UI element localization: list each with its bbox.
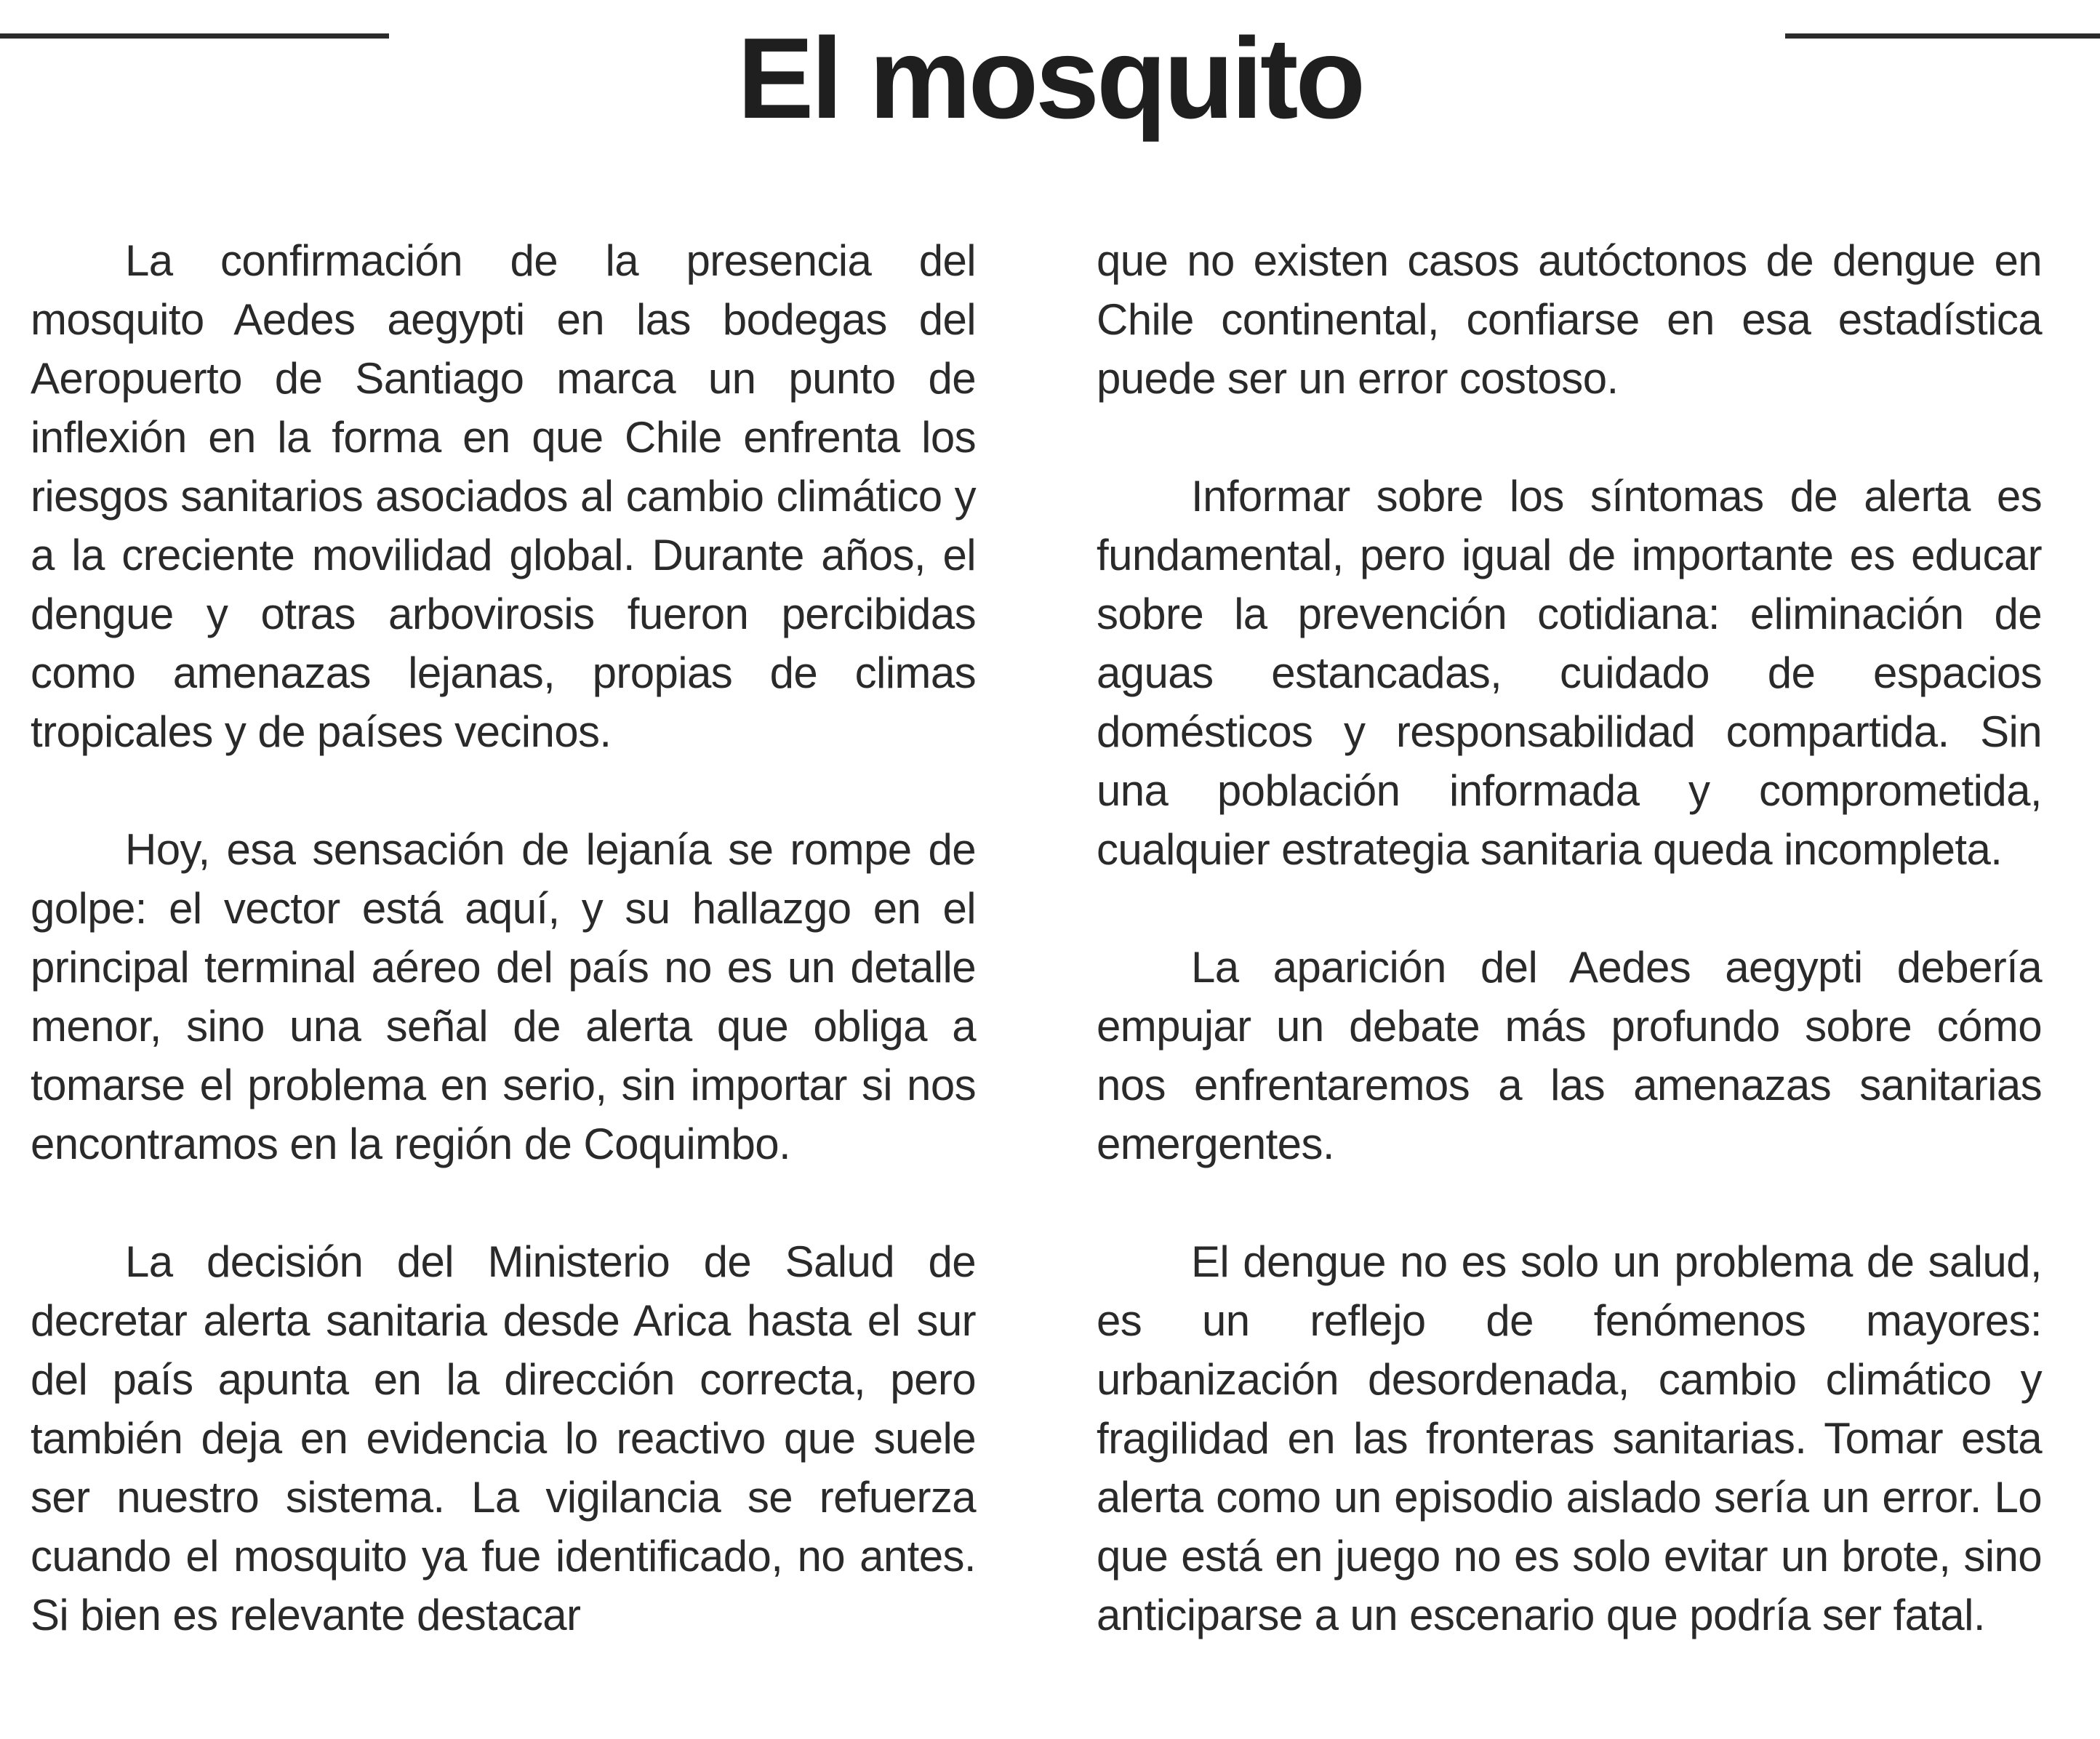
paragraph-6: El dengue no es solo un problema de salud, es un reflejo de fenómenos mayores: urbanización desordenada, cambio climático y fragilidad en las fronteras sanitarias. Tomar esta alerta como un episodio aislado sería un error. Lo que está en juego no es solo evitar un brote, sino anticiparse a un escenario que podría ser fatal. bbox=[1097, 1237, 2042, 1639]
article-column-right bbox=[1097, 231, 2042, 1703]
paragraph-1: La confirmación de la presencia del mosquito Aedes aegypti en las bodegas del Aeropuerto de Santiago marca un punto de inflexión en la forma en que Chile enfrenta los riesgos sanitarios asociados al cambio climático y a la creciente movilidad global. Durante años, el dengue y otras arbovirosis fueron percibidas como amenazas lejanas, propias de climas tropicales y de países vecinos. bbox=[31, 236, 976, 756]
paragraph-3: La decisión del Ministerio de Salud de decretar alerta sanitaria desde Arica hasta el sur del país apunta en la dirección correcta, pero también deja en evidencia lo reactivo que suele ser nuestro sistema. La vigilancia se refuerza cuando el mosquito ya fue identificado, no antes. Si bien es relevante destacar bbox=[31, 1237, 976, 1639]
paragraph-4: Informar sobre los síntomas de alerta es fundamental, pero igual de importante es educar sobre la prevención cotidiana: eliminación de aguas estancadas, cuidado de espacios domésticos y responsabilidad compartida. Sin una población informada y comprometida, cualquier estrategia sanitaria queda incompleta. bbox=[1097, 472, 2042, 874]
paragraph-5: La aparición del Aedes aegypti debería empujar un debate más profundo sobre cómo nos enfrentaremos a las amenazas sanitarias emergentes. bbox=[1097, 943, 2042, 1168]
paragraph-3-continuation: que no existen casos autóctonos de dengue en Chile continental, confiarse en esa estadística puede ser un error costoso. bbox=[1097, 236, 2042, 403]
article-column-left bbox=[31, 231, 976, 1703]
article-title: El mosquito bbox=[737, 15, 1363, 142]
paragraph-2: Hoy, esa sensación de lejanía se rompe de golpe: el vector está aquí, y su hallazgo en el principal terminal aéreo del país no es un detalle menor, sino una señal de alerta que obliga a tomarse el problema en serio, sin importar si nos encontramos en la región de Coquimbo. bbox=[31, 825, 976, 1168]
